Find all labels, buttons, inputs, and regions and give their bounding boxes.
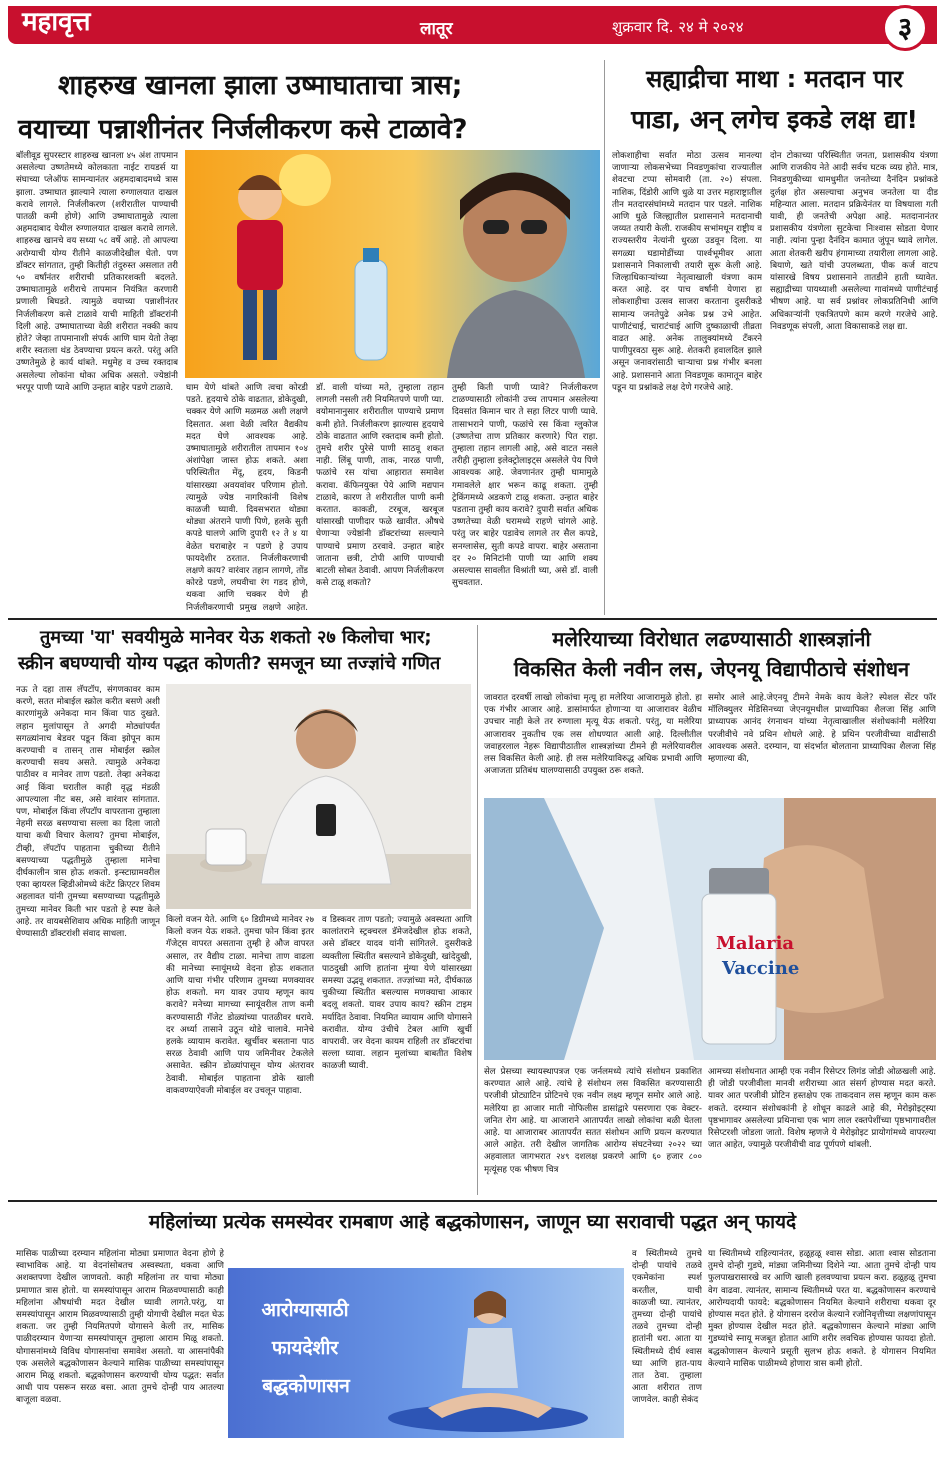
story3-headline-line2: स्क्रीन बघण्याची योग्य पद्धत कोणती? समजून घ्या तज्ज्ञांचे गणित	[18, 653, 441, 674]
story2-headline-line1: सह्याद्रीचा माथा : मतदान पार	[646, 65, 903, 93]
story3-column-2: किलो वजन येते. आणि ६० डिग्रीमध्ये मानेवर २७ किलो वजन येऊ शकते. तुमचा फोन किंवा इतर गॅजेट्स वापरत असताना तुम्ही हे औज वापरत असाल, तर वैद्यीय टाळा. मानेचा ताण वाढला की मानेच्या स्नायूंमध्ये वेदना होऊ शकतात आणि याचा गंभीर परिणाम तुमच्या मणक्यावर होऊ शकतो. मग यावर उपाय म्हणून काय करावे? मनेच्या मागच्या स्नायूंवरील ताण कमी करण्यासाठी गॅजेट डोळ्यांच्या पातळीवर धरावे. दर अर्ध्या तासाने उठून थोडे चालावे. मानेचे हलके व्यायाम करावेत. खुर्चीवर बसताना पाठ सरळ ठेवावी आणि पाय जमिनीवर टेकलेले असावेत. स्क्रीन डोळ्यांपासून योग्य अंतरावर ठेवावी. मोबाईल पाहताना डोके खाली वाकवण्याऐवजी मोबाईल वर उचलून पाहावा.	[166, 915, 314, 1096]
section-divider	[8, 618, 937, 620]
story3-column-1: नऊ ते दहा तास लॅपटॉप, संगणकावर काम करणे, सतत मोबाईल स्क्रोल करीत बसणे अशी कारणांमुळे अनेकदा मान किंवा पाठ दुखते. लहान मुलांपासून ते अगदी मोठ्यांपर्यंत सगळ्यांनाच बेडवर पडून किंवा झोपून काम करण्याची व तासन् तास मोबाईल स्क्रोल करण्याची सवय असते. त्यामुळे अनेकदा पाठीवर व मानेवर ताण पडतो. तेव्हा अनेकदा आई किंवा घरातील काही वृद्ध मंडळी आपल्याला नीट बस, असे वारंवार सांगतात. पण, मोबाईल किंवा लॅपटॉप वापरताना तुम्हाला नेहमी सरळ बसण्याचा सल्ला का दिला जातो याचा कधी विचार केलाय? तुमचा मोबाईल, टीव्ही, लॅपटॉप पाहताना चुकीच्या रीतीने बसण्याच्या पद्धतीमुळे तुम्हाला मानेचा दीर्घकालीन त्रास होऊ शकतो. इन्स्टाग्रामवरील एका व्हायरल व्हिडीओमध्ये कंटेंट क्रिएटर शिवम अहलावत यांनी तुमच्या बसण्याच्या पद्धतीमुळे तुमच्या मानेवर किती भार पडतो हे स्पष्ट केले आहे. तर वायबसेशिवाय अधिक माहिती जाणून घेण्यासाठी डॉक्टरांशी संवाद साधला.	[16, 685, 160, 940]
story4-image	[484, 798, 936, 1060]
image-overlay-line2: फायदेशीर	[271, 1337, 339, 1359]
story5-column-2: व स्थितीमध्ये तुमचे दोन्ही पायांचे तळवे एकमेकांना स्पर्श करतील, याची काळजी घ्या. त्यानंतर, तुमच्या दोन्ही पायांचे तळवे तुमच्या दोन्ही हातांनी धरा. आता या स्थितीमध्ये दीर्घ श्वास घ्या आणि हात-पाय तात ठेवा. तुम्हाला आता शरीरात ताण जाणवेल. काही सेकंद	[632, 1249, 702, 1406]
edition-city: लातूर	[420, 19, 453, 39]
story4-headline-line1: मलेरियाच्या विरोधात लढण्यासाठी शास्त्रज्ञांनी	[552, 627, 871, 651]
story5-headline: महिलांच्या प्रत्येक समस्येवर रामबाण आहे बद्धकोणासन, जाणून घ्या सरावाची पद्धत अन् फायदे	[148, 1212, 797, 1233]
story3-image	[166, 684, 471, 909]
story1-image	[185, 150, 600, 378]
story3-headline-line1: तुमच्या 'या' सवयीमुळे मानेवर येऊ शकतो २७ किलोचा भार;	[40, 627, 432, 648]
story3-column-3: व डिस्कवर ताण पडतो; ज्यामुळे अवस्थता आणि कालांतराने स्ट्रक्चरल डॅमेजदेखील होऊ शकते, असे डॉक्टर यादव यांनी सांगितले. दुसरीकडे व्यक्तीला स्थितीत बसल्याने डोकेदुखी, खांदेदुखी, पाठदुखी आणि हातांना मुंग्या येणे यांसारख्या समस्या उद्भवू शकतात. तज्ज्ञांच्या मते, दीर्घकाळ चुकीच्या स्थितीत बसल्यास मणक्याचा आकार बदलू शकतो. यावर उपाय काय? स्क्रीन टाइम मर्यादित ठेवावा. नियमित व्यायाम आणि योगासने करावीत. योग्य उंचीचे टेबल आणि खुर्ची वापरावी. जर वेदना कायम राहिली तर डॉक्टरांचा सल्ला घ्यावा. लहान मुलांच्या बाबतीत विशेष काळजी घ्यावी.	[322, 915, 472, 1072]
image-overlay-line1: आरोग्यासाठी	[261, 1299, 349, 1321]
page-number: ३	[882, 5, 928, 51]
story4-headline-line2: विकसित केली नवीन लस, जेएनयू विद्यापीठाचे संशोधन	[513, 657, 910, 681]
story4-column-4: आमच्या संशोधनात आम्ही एक नवीन रिसेप्टर लिगंड जोडी ओळखली आहे. ही जोडी परजीवीला मानवी शरीराच्या आत संसर्ग होण्यास मदत करते. यावर आत परजीवी प्रोटिन हस्तक्षेप एक ताकदवान लस म्हणून काम करू शकते. दरम्यान संशोधकांनी हे शोधून काढले आहे की, मेरोझोइट्स्या पृष्ठभागावर असलेल्या प्रथिनाचा एक भाग लाल रक्तपेशींच्या पृष्ठभागावरील रिसेप्टरशी जोडला जातो. विशेष म्हणजे ये मेरोझोइट प्रायोगांमध्ये वापरल्या जात आहेत, ज्यामुळे परजीवीची वाढ पूर्णपणे थांबली.	[708, 1067, 936, 1151]
story5-column-1: मासिक पाळीच्या दरम्यान महिलांना मोठ्या प्रमाणात वेदना होणे हे स्वाभाविक आहे. या वेदनांसोबतच अस्वस्थता, थकवा आणि अशक्तपणा देखील जाणवतो. काही महिलांना तर याचा मोठ्या प्रमाणात त्रास होतो. या समस्यांपासून आराम मिळवण्यासाठी काही महिलांना औषधांची मदत देखील घ्यावी लागते.परंतु, या समस्यांपासून आराम मिळवण्यासाठी तुम्ही योगाची देखील मदत घेऊ शकता. जर तुम्ही नियमितपणे योगासने केली तर, मासिक पाळीदरम्यान येणाऱ्या समस्यांपासून तुम्हाला आराम मिळू शकतो. योगासनांमध्ये विविध योगासनांचा समावेश असतो. या आसनांपैकी एक असलेले बद्धकोणासन केल्याने मासिक पाळीच्या समस्यांपासून आराम मिळू शकतो. बद्धकोणासन करण्याची योग्य पद्धत: सर्वात आधी पाय पसरून सरळ बसा. आता तुमचे दोन्ही पाय आतल्या बाजूला वळवा.	[16, 1249, 224, 1406]
column-divider	[604, 60, 605, 615]
story1-headline-line2: वयाच्या पन्नाशीनंतर निर्जलीकरण कसे टाळावे?	[18, 114, 468, 145]
newspaper-name: महावृत्त	[22, 7, 91, 37]
story5-column-3: या स्थितीमध्ये राहिल्यानंतर, हळूहळू श्वास सोडा. आता श्वास सोडताना तुमचे दोन्ही गुडघे, मांड्या जमिनीच्या दिशेने न्या. आता तुमचे दोन्ही पाय फुलपाखरासारखे वर आणि खाली हलवण्याचा प्रयत्न करा. हळूहळू तुमचा वेग वाढवा. त्यानंतर, सामान्य स्थितीमध्ये परत या. बद्धकोणासन करण्याचे आरोग्यदायी फायदे: बद्धकोणासन नियमित केल्याने शरीराचा थकवा दूर होण्यास मदत होते. हे योगासन दररोज केल्याने रजोनिवृत्तीच्या लक्षणांपासून मुक्त होण्यास देखील मदत होते. बद्धकोणासन केल्याने मांड्या आणि गुडघ्यांचे स्नायू मजबूत होतात आणि शरीर लवचिक होण्यास फायदा होतो. बद्धकोणासन केल्याने प्रसूती सुलभ होऊ शकते. हे योगासन नियमित केल्याने मासिक पाळीमध्ये होणारा त्रास कमी होतो.	[708, 1249, 936, 1369]
story1-column-4b: तुम्ही किती पाणी प्यावे? निर्जलीकरण टाळण्यासाठी लोकांनी उच्च तापमान असलेल्या दिवसांत किमान चार ते सहा लिटर पाणी प्यावे. तासाभराने पाणी, फळांचे रस किंवा ग्लुकोज (उष्णतेचा ताण प्रतिकार करणारे) पित राहा. तुम्हाला तहान लागली आहे, असे वाटत नसले तरीही तुम्हाला इलेक्ट्रोलाइट्स असलेले पेय पिणे आवश्यक आहे. जेवणानंतर तुम्ही घामामुळे गमावलेले क्षार भरून काढू शकता. तुम्ही ट्रेकिंगमध्ये अडकणे टाळू शकता. उन्हात बाहेर पडताना तुम्ही काय करावे? दुपारी सर्वात अधिक उष्णतेच्या वेळी घरामध्ये राहणे चांगले आहे. परंतु जर बाहेर पडावेच लागले तर सैल कपडे, सनग्लासेस, सुती कपडे वापरा. बाहेर असताना दर २० मिनिटांनी पाणी प्या आणि शक्य असल्यास सावलीत विश्रांती घ्या, असे डॉ. वाली सुचवतात.	[452, 383, 598, 589]
story2-headline-line2: पाडा, अन् लगेच इकडे लक्ष द्या!	[631, 105, 918, 134]
story4-column-3: सेल प्रेसच्या स्थायस्थापत्रज एक जर्नलमध्ये त्यांचे संशोधन प्रकाशित करण्यात आले आहे. त्यांचे हे संशोधन लस विकसित करण्यासाठी परजीवी प्रोट्याटिन प्रोटिनचे एक नवीन लक्ष्य म्हणून समोर आले आहे. मलेरिया हा आजार माती नोफिलीस डासांद्वारे पसरणारा एक वेक्टर-जनित रोग आहे. या आजाराने आतापर्यंत लाखो लोकांचा बळी घेतला आहे. या आजाराबर आतापर्यंत सतत संशोधन आणि प्रयत्न करण्यात आले आहेत. तरी देखील जागतिक आरोग्य संघटनेच्या २०२२ च्या अहवालात जागभरात २४९ दशलक्ष प्रकरणे आणि ६० हजार ८०० मृत्यूंसह एक भीषण चित्र	[484, 1067, 702, 1175]
story4-column-2: समोर आले आहे.जेएनयू टीमने नेमके काय केले? स्पेशल सेंटर फॉर मॉलिक्युलर मेडिसिनच्या जेएनयूमधील प्राध्यापिका शैलजा सिंह आणि प्राध्यापक आनंद रंगनाथन यांच्या नेतृत्वाखालील संशोधकांनी मलेरिया परजीवीचे नवे प्रथिन शोधले आहे. हे प्रथिन परजीवीच्या वाढीसाठी आवश्यक असते. दरम्यान, या संदर्भात बोलताना प्राध्यापिका शैलजा सिंह म्हणाल्या की,	[708, 693, 936, 765]
masthead-bar	[8, 6, 937, 44]
vial-label-line2: Vaccine	[722, 958, 800, 979]
column-divider	[477, 625, 478, 1195]
story1-column-2: घाम येणे थांबते आणि त्वचा कोरडी पडते. हृदयाचे ठोके वाढतात, डोकेदुखी, चक्कर येणे आणि मळमळ अशी लक्षणे दिसतात. अशा वेळी त्वरित वैद्यकीय मदत घेणे आवश्यक आहे. उष्माघातामुळे शरीरातील तापमान १०४ अंशांपेक्षा जास्त होऊ शकते. अशा परिस्थितीत मेंदू, हृदय, किडनी यांसारख्या अवयवांवर परिणाम होतो. त्यामुळे ज्येष्ठ नागरिकांनी विशेष काळजी घ्यावी. दिवसभरात थोड्या थोड्या अंतराने पाणी पिणे, हलके सुती कपडे घालणे आणि दुपारी १२ ते ४ या वेळेत घराबाहेर न पडणे हे उपाय फायदेशीर ठरतात. निर्जलीकरणाची लक्षणे काय? वारंवार तहान लागणे, तोंड कोरडे पडणे, लघवीचा रंग गडद होणे, थकवा आणि चक्कर येणे ही निर्जलीकरणाची प्रमुख लक्षणे आहेत.	[186, 383, 308, 612]
vial-label-line1: Malaria	[716, 933, 795, 954]
story4-column-1: जावरात दरवर्षी लाखो लोकांचा मृत्यू हा मलेरिया आजारामुळे होतो. हा एक गंभीर आजार आहे. डासांमार्फत होणाऱ्या या आजारावर वेळीच उपचार नाही केले तर रुग्णाला मृत्यू येऊ शकतो. परंतु, या मलेरिया आजारावर नुकतीच एक लस शोधण्यात आली आहे. दिल्लीतील जवाहरलाल नेहरू विद्यापीठातील शास्त्रज्ञांच्या टीमने ही मलेरियावरील लस विकसित केली आहे. ही लस मलेरियाविरुद्ध अधिक प्रभावी आणि अजाजता प्रतिबंध घालण्यासाठी उपयुक्त ठरू शकते.	[484, 693, 702, 777]
section-divider	[8, 1200, 937, 1202]
story1-headline-line1: शाहरुख खानला झाला उष्माघाताचा त्रास;	[58, 70, 463, 101]
story1-column-3: डॉ. वाली यांच्या मते, तुम्हाला तहान लागली नसली तरी नियमितपणे पाणी प्या. वयोमानानुसार शरीरातील पाण्याचे प्रमाण कमी होते. निर्जलीकरण झाल्यास हृदयाचे ठोके वाढतात आणि रक्तदाब कमी होतो. तुमचे शरीर पुरेसे पाणी साठवू शकत नाही. लिंबू पाणी, ताक, नारळ पाणी, फळांचे रस यांचा आहारात समावेश करावा. कॅफिनयुक्त पेये आणि मद्यपान टाळावे, कारण ते शरीरातील पाणी कमी करतात. काकडी, टरबूज, खरबूज यांसारखी पाणीदार फळे खावीत. औषधे घेणाऱ्या ज्येष्ठांनी डॉक्टरांच्या सल्ल्याने पाण्याचे प्रमाण ठरवावे. उन्हात बाहेर जाताना छत्री, टोपी आणि पाण्याची बाटली सोबत ठेवावी. आपण निर्जलीकरण कसे टाळू शकतो?	[316, 383, 444, 589]
story2-column-2: दोन टोकाच्या परिस्थितीत जनता, प्रशासकीय यंत्रणा आणि राजकीय नेते आदी सर्वच घटक व्यग्र होते. मात्र, निवडणुकीच्या धामधुमीत जनतेच्या दैनंदिन प्रश्नांकडे दुर्लक्ष होत असल्याचा अनुभव जनतेला या दीड महिन्यात आला. मतदान प्रक्रियेनंतर या विषयाला गती यावी, ही जनतेची अपेक्षा आहे. मतदानानंतर प्रशासकीय यंत्रणेला सुटकेचा निःश्वास सोडता येणार नाही. त्यांना पुन्हा दैनंदिन कामात जुंपून घ्यावे लागेल. आता शेतकरी खरीप हंगामाच्या तयारीला लागला आहे. बियाणे, खते यांची उपलब्धता, पीक कर्ज वाटप यांसारखे विषय प्रशासनाने तातडीने हाती घ्यावेत. सह्याद्रीच्या पायथ्याशी असलेल्या गावांमध्ये पाणीटंचाई भीषण आहे. या सर्व प्रश्नांवर लोकप्रतिनिधी आणि अधिकाऱ्यांनी एकत्रितपणे काम करणे गरजेचे आहे. निवडणूक संपली, आता विकासाकडे लक्ष द्या.	[770, 151, 938, 332]
image-overlay-line3: बद्धकोणासन	[262, 1375, 350, 1397]
issue-date: शुक्रवार दि. २४ मे २०२४	[612, 18, 744, 36]
story1-column-1: बॉलीवूड सुपरस्टार शाहरुख खानला ४५ अंश तापमान असलेल्या उष्णतेमध्ये कोलकाता नाईट रायडर्स या संघाच्या प्लेऑफ सामन्यानंतर अहमदाबादमध्ये त्रास झाला. उष्माघात झाल्याने त्याला रुग्णालयात दाखल करावे लागले. निर्जलीकरण (शरीरातील पाण्याची पातळी कमी होणे) आणि उष्माघातामुळे त्याला अहमदाबाद येथील रुग्णालयात दाखल करावे लागले. शाहरुख खानचे वय सध्या ५८ वर्षे आहे. तो आपल्या अरोग्याची योग्य रीतीने काळजीदेखील घेतो. पण डॉक्टर सांगतात, तुम्ही कितीही तंदुरुस्त असलात तरी ५० वर्षांनंतर शरीराची प्रतिकारशक्ती बदलते. उष्माघातामुळे शरीराचे तापमान नियंत्रित करणारी प्रणाली बिघडते. त्यामुळे वयाच्या पन्नाशीनंतर निर्जलीकरण कसे टाळावे याची माहिती डॉक्टरांनी दिली आहे. उष्माघाताच्या वेळी शरीरात नक्की काय होते? जेव्हा तापमानाशी संपर्क आणि घाम येतो तेव्हा शरीर स्वतःला थंड ठेवण्याचा प्रयत्न करते. परंतु अति उष्णतेमुळे हे कार्य थांबते. मधुमेह व उच्च रक्तदाब असलेल्या लोकांना धोका अधिक असतो. ज्येष्ठांनी भरपूर पाणी प्यावे आणि उन्हात बाहेर पडणे टाळावे.	[16, 151, 178, 393]
story2-column-1: लोकशाहीचा सर्वात मोठा उत्सव मानल्या जाणाऱ्या लोकसभेच्या निवडणुकांचा राज्यातील शेवटचा टप्पा सोमवारी (ता. २०) संपला. नाशिक, दिंडोरी आणि धुळे या उत्तर महाराष्ट्रातील तीन मतदारसंघांमध्ये मतदान पार पडले. नाशिक आणि धुळे जिल्ह्यातील प्रशासनाने मतदानाची जय्यत तयारी केली. राजकीय सभांमधून राष्ट्रीय व राज्यस्तरीय नेत्यांनी धुरळा उडवून दिला. या सगळ्या घडामोडींच्या पार्श्वभूमीवर आता प्रशासनाने निकालाची तयारी सुरू केली आहे. जिल्हाधिकाऱ्यांच्या नेतृत्वाखाली यंत्रणा काम करत आहे. दर पाच वर्षांनी येणारा हा लोकशाहीचा उत्सव साजरा करताना दुसरीकडे सामान्य जनतेपुढे अनेक प्रश्न उभे आहेत. पाणीटंचाई, चाराटंचाई आणि दुष्काळाची तीव्रता वाढत आहे. अनेक तालुक्यांमध्ये टँकरने पाणीपुरवठा सुरू आहे. शेतकरी हवालदिल झाले असून जनावरांसाठी चाऱ्याचा प्रश्न गंभीर बनला आहे. प्रशासनाने आता निवडणूक कामातून बाहेर पडून या प्रश्नांकडे लक्ष देणे गरजेचे आहे.	[612, 151, 762, 393]
